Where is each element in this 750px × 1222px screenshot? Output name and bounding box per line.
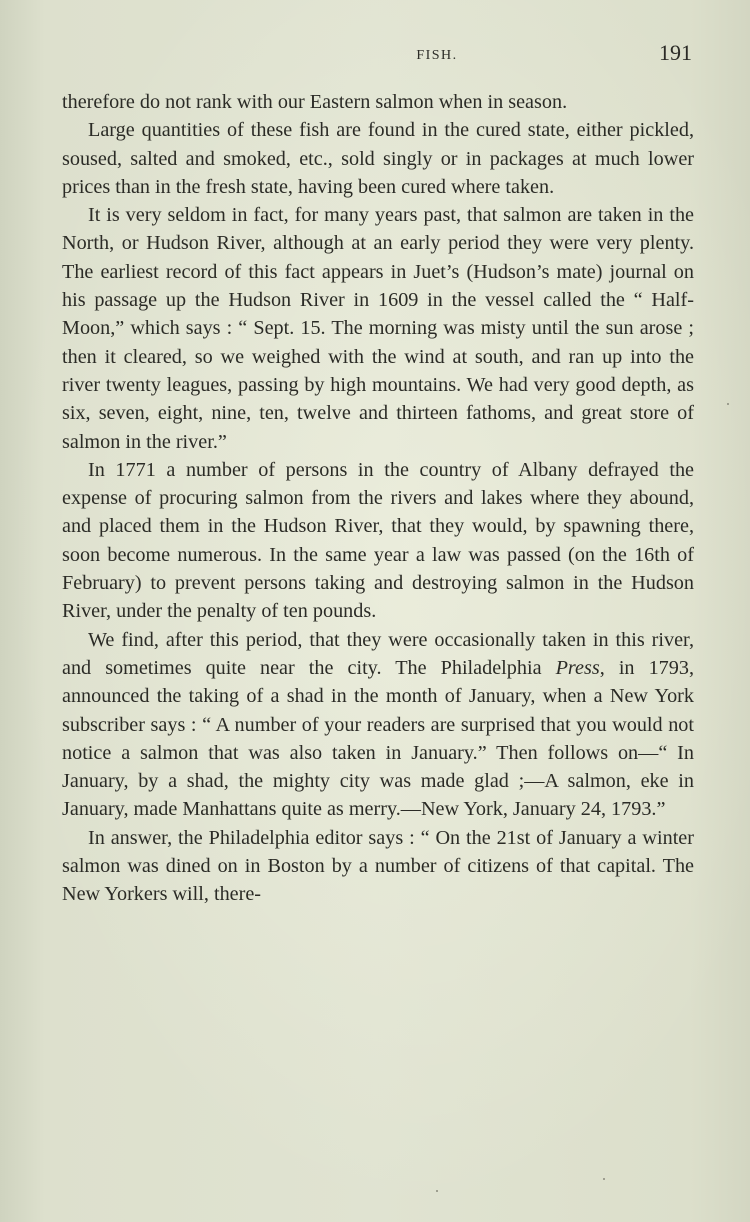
- paper-speck: [727, 403, 729, 405]
- running-head-title: FISH.: [416, 48, 458, 63]
- paper-speck: [436, 1190, 438, 1192]
- paragraph-philadelphia-press-before: We find, after this period, that they were occasionally taken in this river, and sometimes quite near the city. The Philadelphia: [62, 628, 694, 679]
- page-number: 191: [659, 40, 692, 65]
- running-head: [62, 40, 692, 72]
- paragraph-philadelphia-press-after: , in 1793, announced the taking of a shad in the month of January, when a New York subscriber says : “ A number of your readers are surprised that you would not notice a salmon that was also taken in January.” Then follows on—“ In January, by a shad, the mighty city was made glad ;—A salmon, eke in January, made Manhattans quite as merry.—New York, January 24, 1793.”: [62, 656, 694, 821]
- paragraph-philadelphia-editor: In answer, the Philadelphia editor says : “ On the 21st of January a winter salmon was dined on in Boston by a number of citizens of that capital. The New Yorkers will, there-: [62, 826, 694, 906]
- paragraph-albany-1771: In 1771 a number of persons in the country of Albany defrayed the expense of procuring salmon from the rivers and lakes where they abound, and placed them in the Hudson River, that they would, by spawning there, soon become numerous. In the same year a law was passed (on the 16th of February) to prevent persons taking and destroying salmon in the Hudson River, under the penalty of ten pounds.: [62, 458, 694, 623]
- press-italic: Press: [555, 656, 600, 679]
- body-text: [62, 88, 694, 909]
- paper-speck: [603, 1178, 605, 1180]
- paragraph-continuation: therefore do not rank with our Eastern salmon when in season.: [62, 91, 568, 113]
- paragraph-cured-salmon: Large quantities of these fish are found in the cured state, either pickled, soused, salted and smoked, etc., sold singly or in packages at much lower prices than in the fresh state, having been cured where taken.: [62, 119, 694, 198]
- paragraph-hudson-river-history: It is very seldom in fact, for many years past, that salmon are taken in the North, or Hudson River, although at an early period they were very plenty. The earliest record of this fact appears in Juet’s (Hudson’s mate) journal on his passage up the Hudson River in 1609 in the vessel called the “ Half-Moon,” which says : “ Sept. 15. The morning was misty until the sun arose ; then it cleared, so we weighed with the wind at south, and ran up into the river twenty leagues, passing by high mountains. We had very good depth, as six, seven, eight, nine, ten, twelve and thirteen fathoms, and great store of salmon in the river.”: [62, 204, 694, 453]
- paragraph-philadelphia-press: [62, 626, 694, 824]
